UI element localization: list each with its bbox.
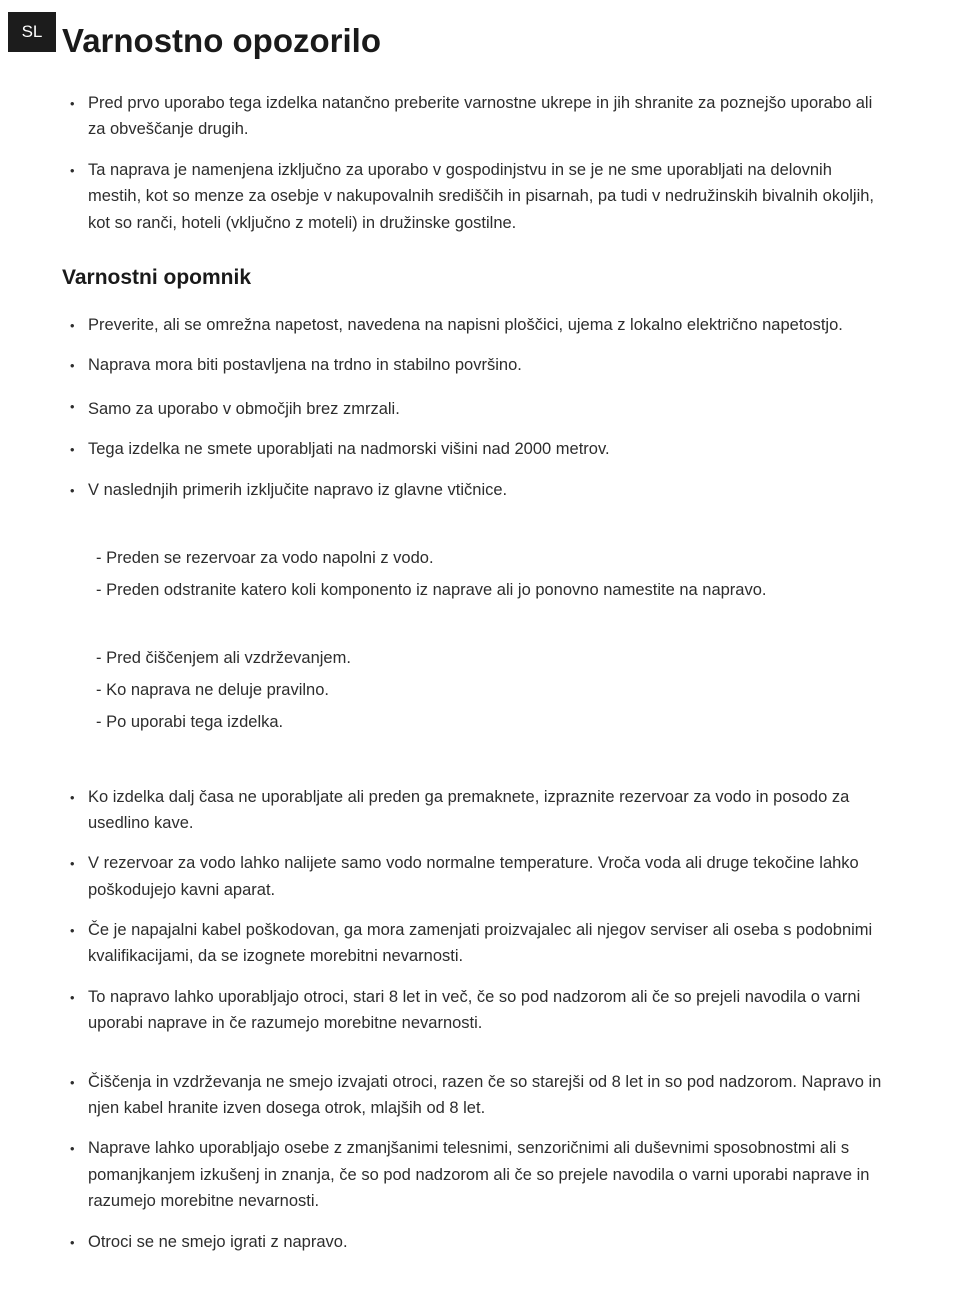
bullet-item: • Ta naprava je namenjena izključno za uporabo v gospodinjstvu in se je ne sme uporabljati na delovnih mestih, kot so menze za osebje v nakupovalnih središčih in pisarnah, pa tudi v nedružinskih bivalnih okoljih, kot so ranči, hoteli (vključno z moteli) in družinske gostilne.: [62, 157, 889, 236]
document-content: [0, 90, 955, 1309]
bullet-item: • Tega izdelka ne smete uporabljati na nadmorski višini nad 2000 metrov.: [62, 436, 889, 462]
safety-bullet-list-b: [62, 784, 889, 1255]
bullet-item: • Preverite, ali se omrežna napetost, navedena na napisni ploščici, ujema z lokalno električno napetostjo.: [62, 312, 889, 338]
bullet-item: • Naprava mora biti postavljena na trdno in stabilno površino.: [62, 352, 889, 378]
page-title: Varnostno opozorilo: [62, 22, 381, 59]
bullet-item: • Če je napajalni kabel poškodovan, ga mora zamenjati proizvajalec ali njegov serviser ali oseba s podobnimi kvalifikacijami, da se izognete morebitni nevarnosti.: [62, 917, 889, 970]
bullet-item: • V rezervoar za vodo lahko nalijete samo vodo normalne temperature. Vroča voda ali druge tekočine lahko poškodujejo kavni aparat.: [62, 850, 889, 903]
intro-bullet-list: [62, 90, 889, 236]
bullet-item: • Naprave lahko uporabljajo osebe z zmanjšanimi telesnimi, senzoričnimi ali duševnimi sposobnostmi ali s pomanjkanjem izkušenj in znanja, če so pod nadzorom ali če so prejele navodila o varni uporabi naprave in razumejo morebitne nevarnosti.: [62, 1135, 889, 1214]
dash-item: - Pred čiščenjem ali vzdrževanjem.: [96, 649, 351, 668]
bullet-item: • Ko izdelka dalj časa ne uporabljate ali preden ga premaknete, izpraznite rezervoar za vodo in posodo za usedlino kave.: [62, 784, 889, 837]
dash-sublist-1: [96, 545, 889, 603]
safety-bullet-list-a: [62, 312, 889, 503]
dash-sublist-2: [96, 645, 889, 735]
bullet-item-small: • Samo za uporabo v območjih brez zmrzali.: [62, 393, 889, 422]
dash-item: - Preden se rezervoar za vodo napolni z vodo.: [96, 548, 434, 567]
bullet-item: • V naslednjih primerih izključite napravo iz glavne vtičnice.: [62, 477, 889, 503]
bullet-item: • Otroci se ne smejo igrati z napravo.: [62, 1229, 889, 1255]
language-badge: SL: [8, 12, 56, 52]
dash-item: - Ko naprava ne deluje pravilno.: [96, 681, 329, 700]
bullet-item: • To napravo lahko uporabljajo otroci, stari 8 let in več, če so pod nadzorom ali če so prejeli navodila o varni uporabi naprave in če razumejo morebitne nevarnosti.: [62, 984, 889, 1037]
bullet-item: • Pred prvo uporabo tega izdelka natančno preberite varnostne ukrepe in jih shranite za poznejšo uporabo ali za obveščanje drugih.: [62, 90, 889, 143]
section-heading: Varnostni opomnik: [62, 265, 252, 289]
page-header: [0, 0, 955, 60]
dash-item: - Po uporabi tega izdelka.: [96, 712, 284, 731]
dash-item: - Preden odstranite katero koli komponento iz naprave ali jo ponovno namestite na napravo.: [96, 580, 767, 599]
bullet-item: • Čiščenja in vzdrževanja ne smejo izvajati otroci, razen če so starejši od 8 let in so pod nadzorom. Napravo in njen kabel hranite izven dosega otrok, mlajših od 8 let.: [62, 1069, 889, 1122]
